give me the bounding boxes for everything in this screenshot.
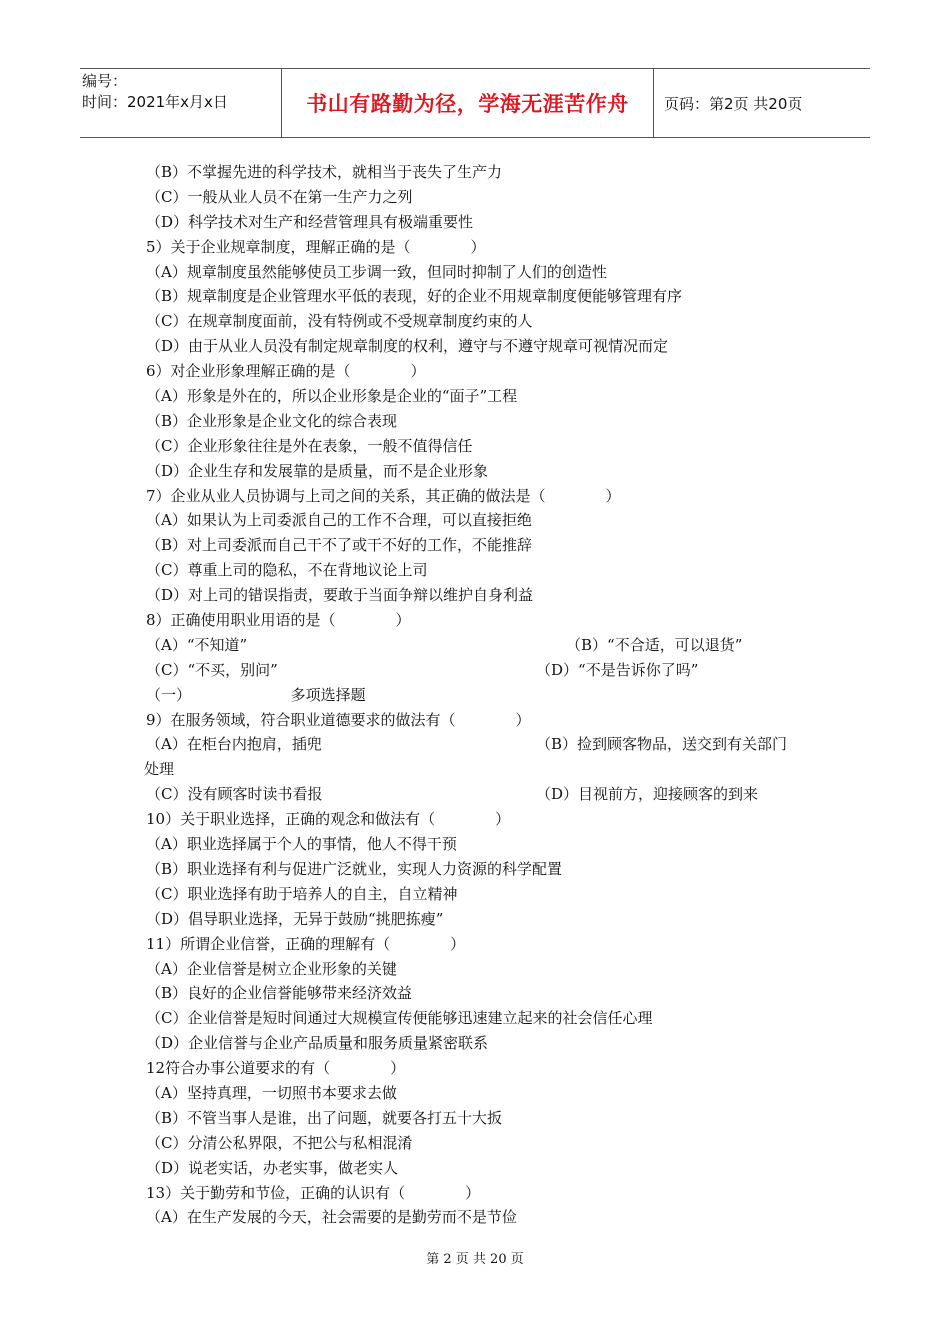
question-stem: 6）对企业形象理解正确的是（ ） (146, 362, 426, 381)
option-row (146, 782, 836, 807)
text-line: （B）职业选择有利与促进广泛就业，实现人力资源的科学配置 (146, 859, 563, 878)
section-heading (146, 683, 836, 708)
text-line: （D）科学技术对生产和经营管理具有极端重要性 (146, 212, 474, 231)
text-line: （B）良好的企业信誉能够带来经济效益 (146, 984, 413, 1003)
question-stem: 11）所谓企业信誉，正确的理解有（ ） (146, 934, 466, 953)
text-line: （A）如果认为上司委派自己的工作不合理，可以直接拒绝 (146, 511, 532, 530)
question-stem: 9）在服务领域，符合职业道德要求的做法有（ ） (146, 710, 531, 729)
document-number-label: 编号： (82, 72, 128, 90)
text-line: （B）对上司委派而自己干不了或干不好的工作，不能推辞 (146, 536, 533, 555)
text-line: （B）企业形象是企业文化的综合表现 (146, 411, 398, 430)
text-line: （D）倡导职业选择，无异于鼓励“挑肥拣瘦” (146, 909, 444, 928)
question-stem: 5）关于企业规章制度，理解正确的是（ ） (146, 237, 486, 256)
header-page-cell (654, 69, 870, 137)
text-line: （A）形象是外在的，所以企业形象是企业的“面子”工程 (146, 387, 518, 406)
question-stem: 13）关于勤劳和节俭，正确的认识有（ ） (146, 1183, 481, 1202)
question-stem: 10）关于职业选择，正确的观念和做法有（ ） (146, 810, 511, 829)
text-line: （C）职业选择有助于培养人的自主，自立精神 (146, 884, 458, 903)
question-stem: 12符合办事公道要求的有（ ） (146, 1059, 406, 1078)
question-stem: 8）正确使用职业用语的是（ ） (146, 611, 411, 630)
document-date: 时间：2021年x月x日 (82, 93, 228, 111)
text-line: （D）企业信誉与企业产品质量和服务质量紧密联系 (146, 1034, 489, 1053)
option-b: （B）“不合适，可以退货” (566, 635, 743, 654)
page-body (146, 160, 836, 1230)
text-line: （A）规章制度虽然能够使员工步调一致，但同时抑制了人们的创造性 (146, 262, 607, 281)
text-line: （C）在规章制度面前，没有特例或不受规章制度约束的人 (146, 312, 533, 331)
option-row (146, 732, 836, 757)
text-line: （D）由于从业人员没有制定规章制度的权利，遵守与不遵守规章可视情况而定 (146, 337, 669, 356)
header-meta (80, 69, 282, 137)
section-title: 多项选择题 (290, 685, 366, 704)
text-line: （D）企业生存和发展靠的是质量，而不是企业形象 (146, 461, 489, 480)
text-line: （C）一般从业人员不在第一生产力之列 (146, 187, 413, 206)
option-b-continuation: 处理 (144, 760, 175, 779)
option-a: （A）在柜台内抱肩，插兜 (146, 735, 322, 754)
option-a: （A）“不知道” (146, 635, 248, 654)
text-line: （C）企业形象往往是外在表象，一般不值得信任 (146, 436, 473, 455)
text-line: （C）企业信誉是短时间通过大规模宣传便能够迅速建立起来的社会信任心理 (146, 1009, 653, 1028)
text-line: （A）企业信誉是树立企业形象的关键 (146, 959, 397, 978)
option-c: （C）没有顾客时读书看报 (146, 785, 323, 804)
question-stem: 7）企业从业人员协调与上司之间的关系，其正确的做法是（ ） (146, 486, 621, 505)
page-footer: 第 2 页 共 20 页 (426, 1252, 524, 1267)
text-line: （D）对上司的错误指责，要敢于当面争辩以维护自身利益 (146, 586, 534, 605)
option-b: （B）捡到顾客物品，送交到有关部门 (536, 735, 788, 754)
document-header (80, 68, 870, 138)
text-line: （C）尊重上司的隐私，不在背地议论上司 (146, 561, 428, 580)
text-line: （B）规章制度是企业管理水平低的表现，好的企业不用规章制度便能够管理有序 (146, 287, 683, 306)
option-row (146, 658, 836, 683)
option-row (146, 633, 836, 658)
option-d: （D）目视前方，迎接顾客的到来 (536, 785, 759, 804)
text-line: （A）在生产发展的今天，社会需要的是勤劳而不是节俭 (146, 1208, 517, 1227)
text-line: （B）不掌握先进的科学技术，就相当于丧失了生产力 (146, 163, 503, 181)
text-line: （D）说老实话，办老实事，做老实人 (146, 1158, 399, 1177)
text-line: （A）职业选择属于个人的事情，他人不得干预 (146, 835, 457, 854)
header-motto: 书山有路勤为径，学海无涯苦作舟 (306, 92, 629, 116)
section-number: （一） (146, 685, 192, 704)
option-d: （D）“不是告诉你了吗” (536, 660, 699, 679)
header-page-info: 页码：第2页 共20页 (664, 94, 803, 113)
option-c: （C）“不买，别问” (146, 660, 278, 679)
text-line: （B）不管当事人是谁，出了问题，就要各打五十大扳 (146, 1108, 503, 1127)
text-line: （A）坚持真理，一切照书本要求去做 (146, 1083, 397, 1102)
text-line: （C）分清公私界限，不把公与私相混淆 (146, 1133, 413, 1152)
header-motto-cell (282, 69, 654, 137)
